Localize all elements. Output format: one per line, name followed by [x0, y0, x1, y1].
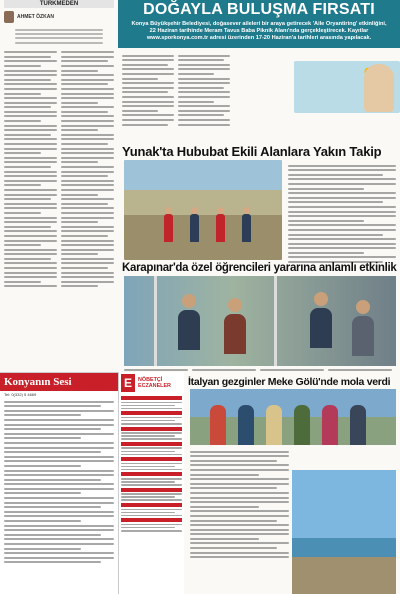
pharmacy-district — [121, 411, 182, 424]
story-4-photo — [190, 389, 396, 445]
pharmacy-header — [119, 372, 184, 394]
pharmacy-district — [121, 503, 182, 516]
banner-description: Konya Büyükşehir Belediyesi, doğasever aileleri bir araya getirecek 'Aile Oryantiring' etkinliğini, 22 Haziran tarihinde Meram Tavus Baba Piknik Alanı'nda gerçekleştirecek. Kayıtlar www.sporkonya.com.tr adresi üzerinden 17-20 Haziran'a tarihleri arasında yapılacak. — [131, 21, 387, 41]
pharmacy-district — [121, 457, 182, 470]
author-name: AHMET ÖZKAN — [17, 14, 54, 20]
author-photo — [4, 11, 14, 23]
story-2-photo — [124, 160, 282, 260]
top-banner — [118, 0, 400, 48]
left-top-banner: TÜRKMEDEN — [4, 0, 114, 8]
story-2-headline: Yunak'ta Hububat Ekili Alanlara Yakın Takip — [122, 144, 382, 159]
story-4-headline: İtalyan gezginler Meke Gölü'nde mola verdi — [188, 376, 391, 388]
pharmacy-district — [121, 488, 182, 501]
masthead-logo: Konyanın Sesi — [0, 373, 118, 391]
pharmacy-district — [121, 396, 182, 409]
pharmacy-district — [121, 472, 182, 485]
left-column — [0, 0, 118, 368]
column-text — [4, 49, 114, 290]
pharmacy-title-2: ECZANELER — [138, 383, 171, 389]
story-2-body — [288, 162, 396, 266]
child-figure — [364, 64, 394, 112]
poem-block — [4, 29, 114, 44]
pharmacy-district — [121, 427, 182, 440]
story-3-photo — [124, 276, 396, 366]
masthead-details — [0, 401, 118, 564]
pharmacy-title-1: NÖBETÇİ — [138, 377, 163, 383]
author-row — [4, 10, 114, 24]
pharmacy-box — [118, 372, 184, 594]
pharmacy-e-icon: E — [121, 374, 135, 392]
story-1-photo — [294, 61, 400, 113]
story-4-lake-photo — [292, 470, 396, 594]
banner-headline: DOĞAYLA BULUŞMA FIRSATI — [143, 1, 375, 18]
pharmacy-district — [121, 518, 182, 531]
story-1-body — [118, 48, 400, 143]
konyanin-sesi-masthead-block — [0, 372, 118, 594]
story-3-headline: Karapınar'da özel öğrencileri yararına anlamlı etkinlik — [122, 262, 397, 274]
pharmacy-district — [121, 442, 182, 455]
masthead-contact: Tel: 0(332) 5 4669 — [4, 392, 37, 397]
